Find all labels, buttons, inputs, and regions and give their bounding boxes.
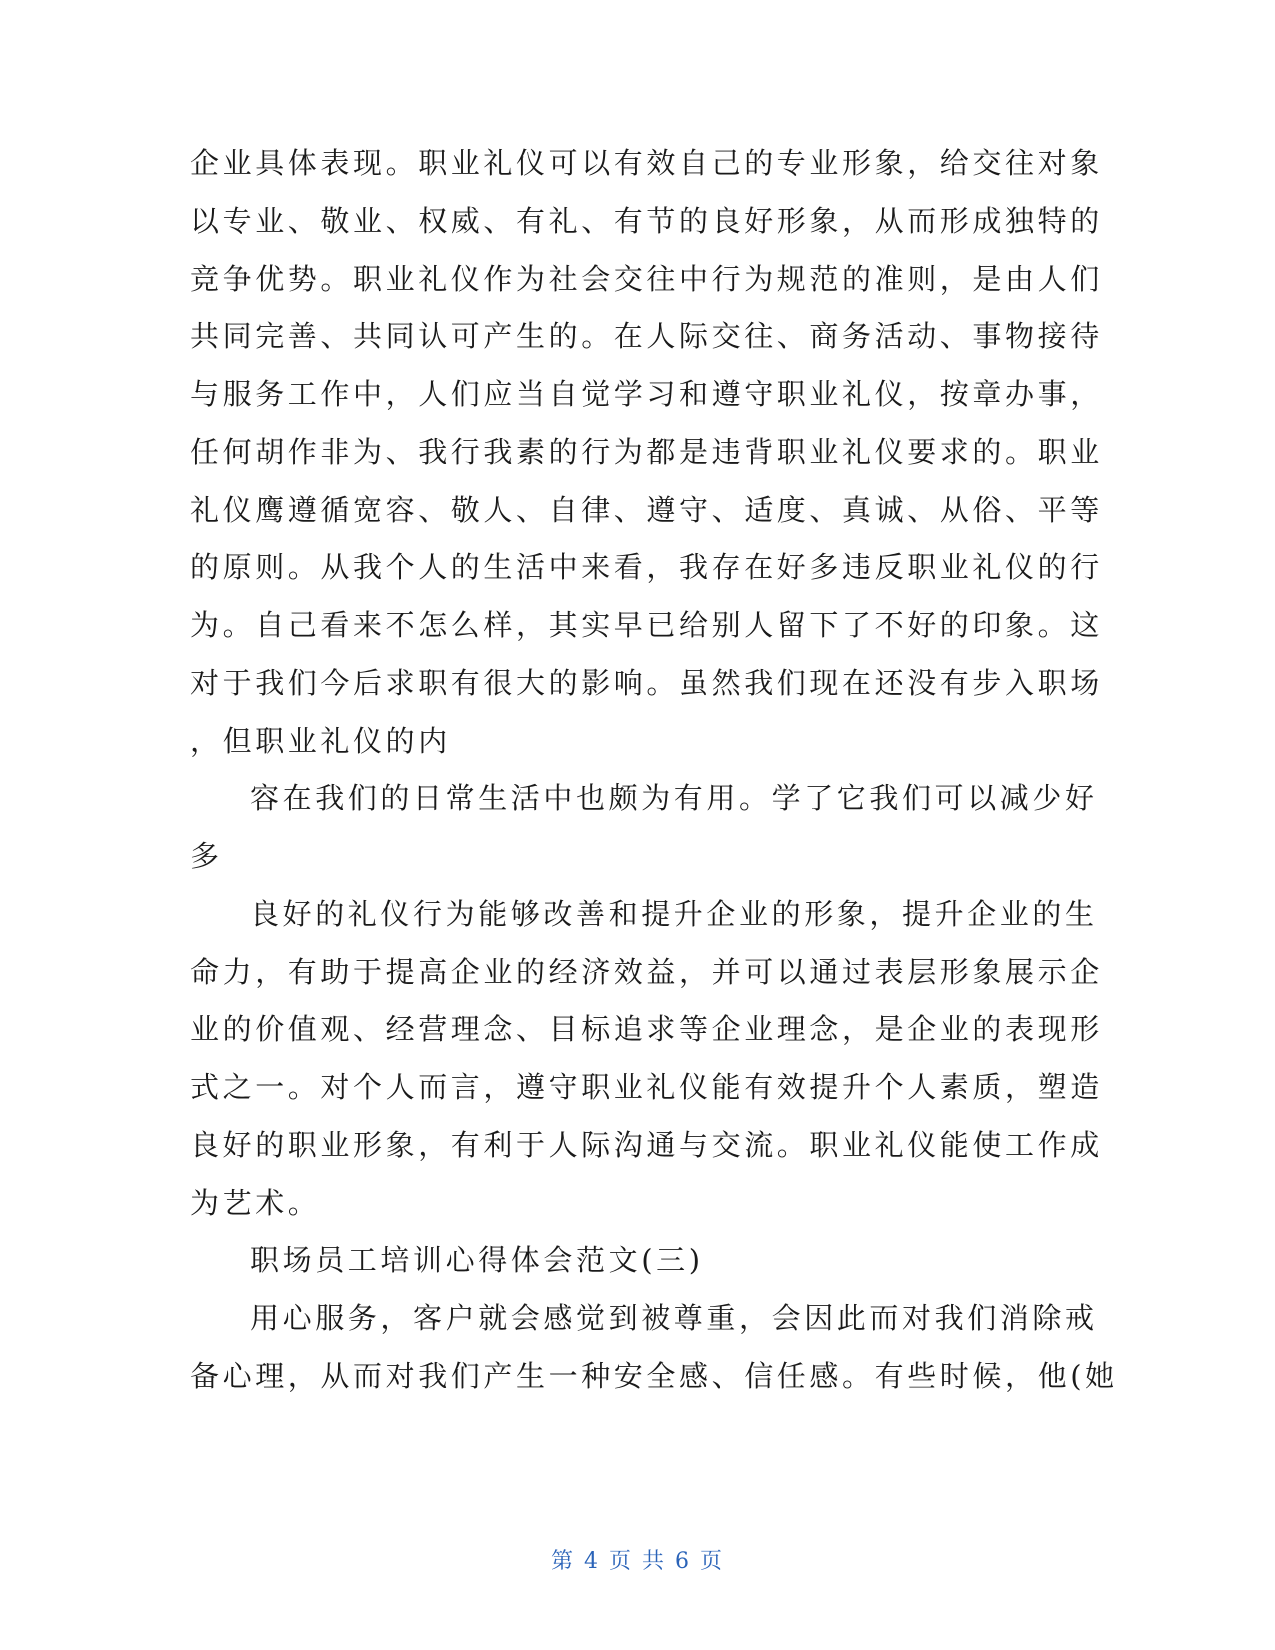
text-line: 与服务工作中，人们应当自觉学习和遵守职业礼仪，按章办事， — [190, 377, 1103, 411]
text-line: ，但职业礼仪的内 — [190, 724, 451, 758]
paragraph-start: 用心服务，客户就会感觉到被尊重，会因此而对我们消除戒 — [250, 1301, 1098, 1335]
text-line: 为。自己看来不怎么样，其实早已给别人留下了不好的印象。这 — [190, 608, 1103, 642]
text-line: 业的价值观、经营理念、目标追求等企业理念，是企业的表现形 — [190, 1012, 1103, 1046]
text-line: 企业具体表现。职业礼仪可以有效自己的专业形象，给交往对象 — [190, 146, 1103, 180]
paragraph-start: 容在我们的日常生活中也颇为有用。学了它我们可以减少好 — [250, 781, 1098, 815]
page-number-footer: 第 4 页 共 6 页 — [551, 1549, 724, 1574]
text-line: 良好的职业形象，有利于人际沟通与交流。职业礼仪能使工作成 — [190, 1128, 1103, 1162]
paragraph-start: 良好的礼仪行为能够改善和提升企业的形象，提升企业的生 — [250, 897, 1098, 931]
text-line: 为艺术。 — [190, 1186, 321, 1220]
text-line: 竞争优势。职业礼仪作为社会交往中行为规范的准则，是由人们 — [190, 262, 1103, 296]
text-line: 任何胡作非为、我行我素的行为都是违背职业礼仪要求的。职业 — [190, 435, 1103, 469]
section-heading: 职场员工培训心得体会范文(三) — [250, 1243, 704, 1277]
text-line: 以专业、敬业、权威、有礼、有节的良好形象，从而形成独特的 — [190, 204, 1103, 238]
text-line: 备心理，从而对我们产生一种安全感、信任感。有些时候，他(她 — [190, 1359, 1118, 1393]
text-line: 多 — [190, 839, 223, 873]
text-line: 礼仪鹰遵循宽容、敬人、自律、遵守、适度、真诚、从俗、平等 — [190, 493, 1103, 527]
text-line: 命力，有助于提高企业的经济效益，并可以通过表层形象展示企 — [190, 955, 1103, 989]
text-line: 对于我们今后求职有很大的影响。虽然我们现在还没有步入职场 — [190, 666, 1103, 700]
text-line: 的原则。从我个人的生活中来看，我存在好多违反职业礼仪的行 — [190, 550, 1103, 584]
text-line: 式之一。对个人而言，遵守职业礼仪能有效提升个人素质，塑造 — [190, 1070, 1103, 1104]
text-line: 共同完善、共同认可产生的。在人际交往、商务活动、事物接待 — [190, 319, 1103, 353]
